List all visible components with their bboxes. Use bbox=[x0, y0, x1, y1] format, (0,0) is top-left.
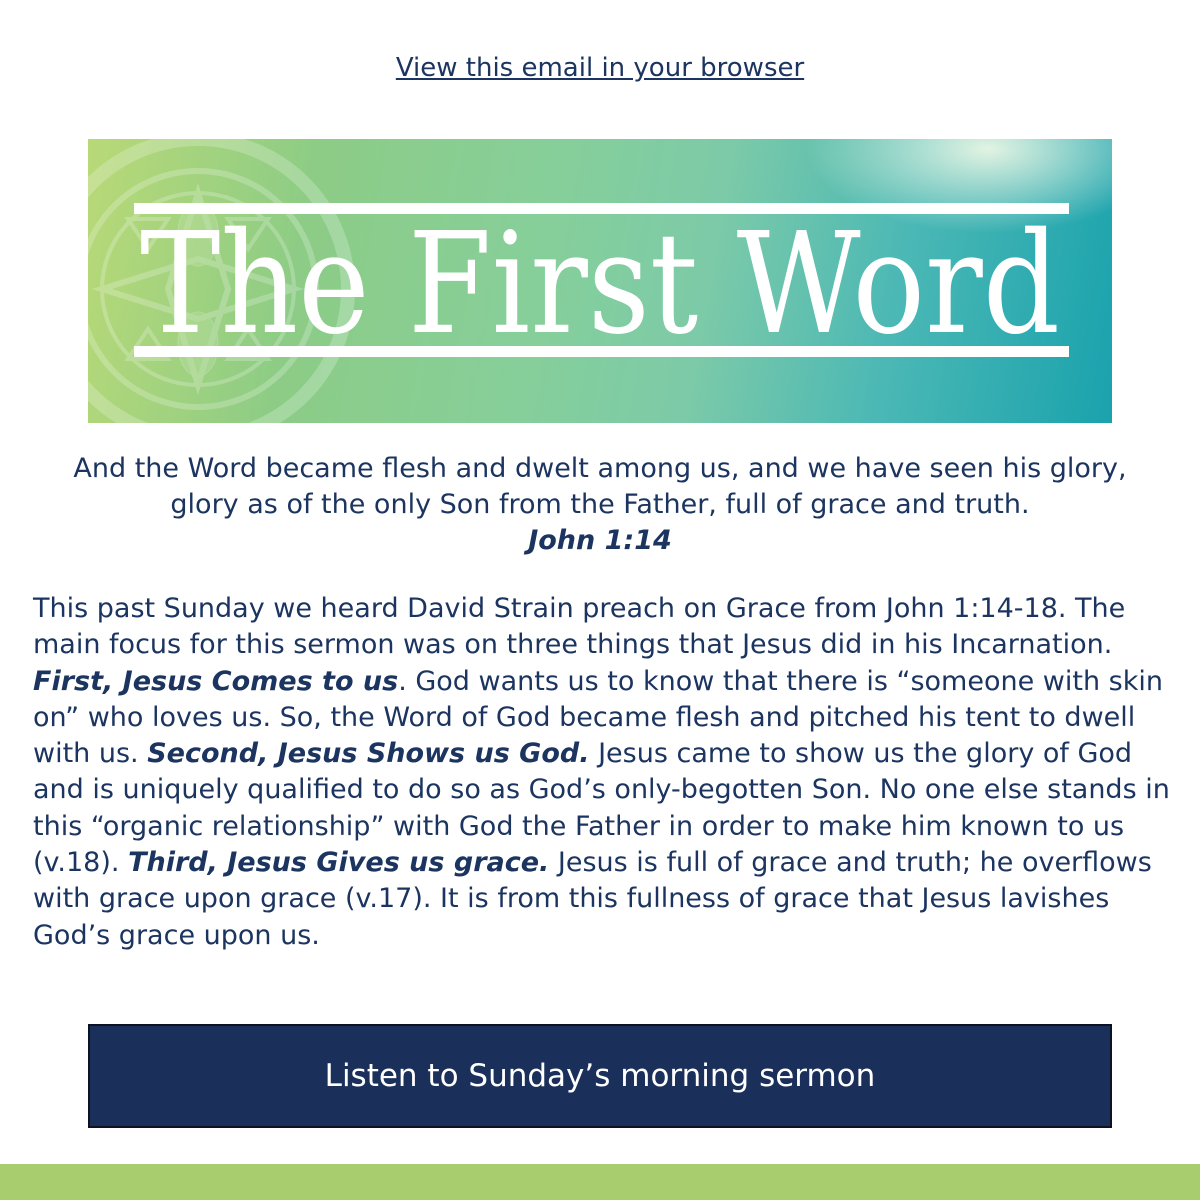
summary-text-1: This past Sunday we heard David Strain preach on Grace from John 1:14-18. The main focus for this sermon was on three things that Jesus did in his Incarnation. bbox=[33, 593, 1126, 661]
verse-text: And the Word became flesh and dwelt among us, and we have seen his glory, glory as of the only Son from the Father, full of grace and truth. bbox=[73, 453, 1127, 520]
footer-bar bbox=[0, 1164, 1200, 1200]
featured-verse bbox=[60, 451, 1140, 559]
summary-point-1: First, Jesus Comes to us bbox=[33, 665, 399, 697]
verse-reference: John 1:14 bbox=[528, 525, 672, 556]
view-in-browser-link[interactable]: View this email in your browser bbox=[395, 53, 805, 83]
listen-sermon-label: Listen to Sunday’s morning sermon bbox=[324, 1058, 876, 1094]
summary-text-2: . God wants us to know that there is “someone with skin on” who loves us. So, the Word of God became flesh and pitched his tent to dwell with us. bbox=[33, 665, 1163, 770]
summary-point-3: Third, Jesus Gives us grace. bbox=[128, 847, 550, 879]
summary-text-4: Jesus is full of grace and truth; he overflows with grace upon grace (v.17). It is from this fullness of grace that Jesus lavishes God’s grace upon us. bbox=[33, 847, 1152, 951]
summary-text-3: Jesus came to show us the glory of God and is uniquely qualified to do so as God’s only-begotten Son. No one else stands in this “organic relationship” with God the Father in order to make him known to us (v.18). bbox=[33, 738, 1170, 879]
listen-sermon-button[interactable] bbox=[88, 1024, 1112, 1128]
banner-title: The First Word bbox=[140, 203, 1060, 366]
view-in-browser-row bbox=[0, 50, 1200, 86]
banner-artwork bbox=[88, 139, 1112, 423]
newsletter-banner bbox=[88, 139, 1112, 423]
summary-point-2: Second, Jesus Shows us God. bbox=[147, 738, 590, 770]
sermon-summary bbox=[33, 591, 1173, 954]
